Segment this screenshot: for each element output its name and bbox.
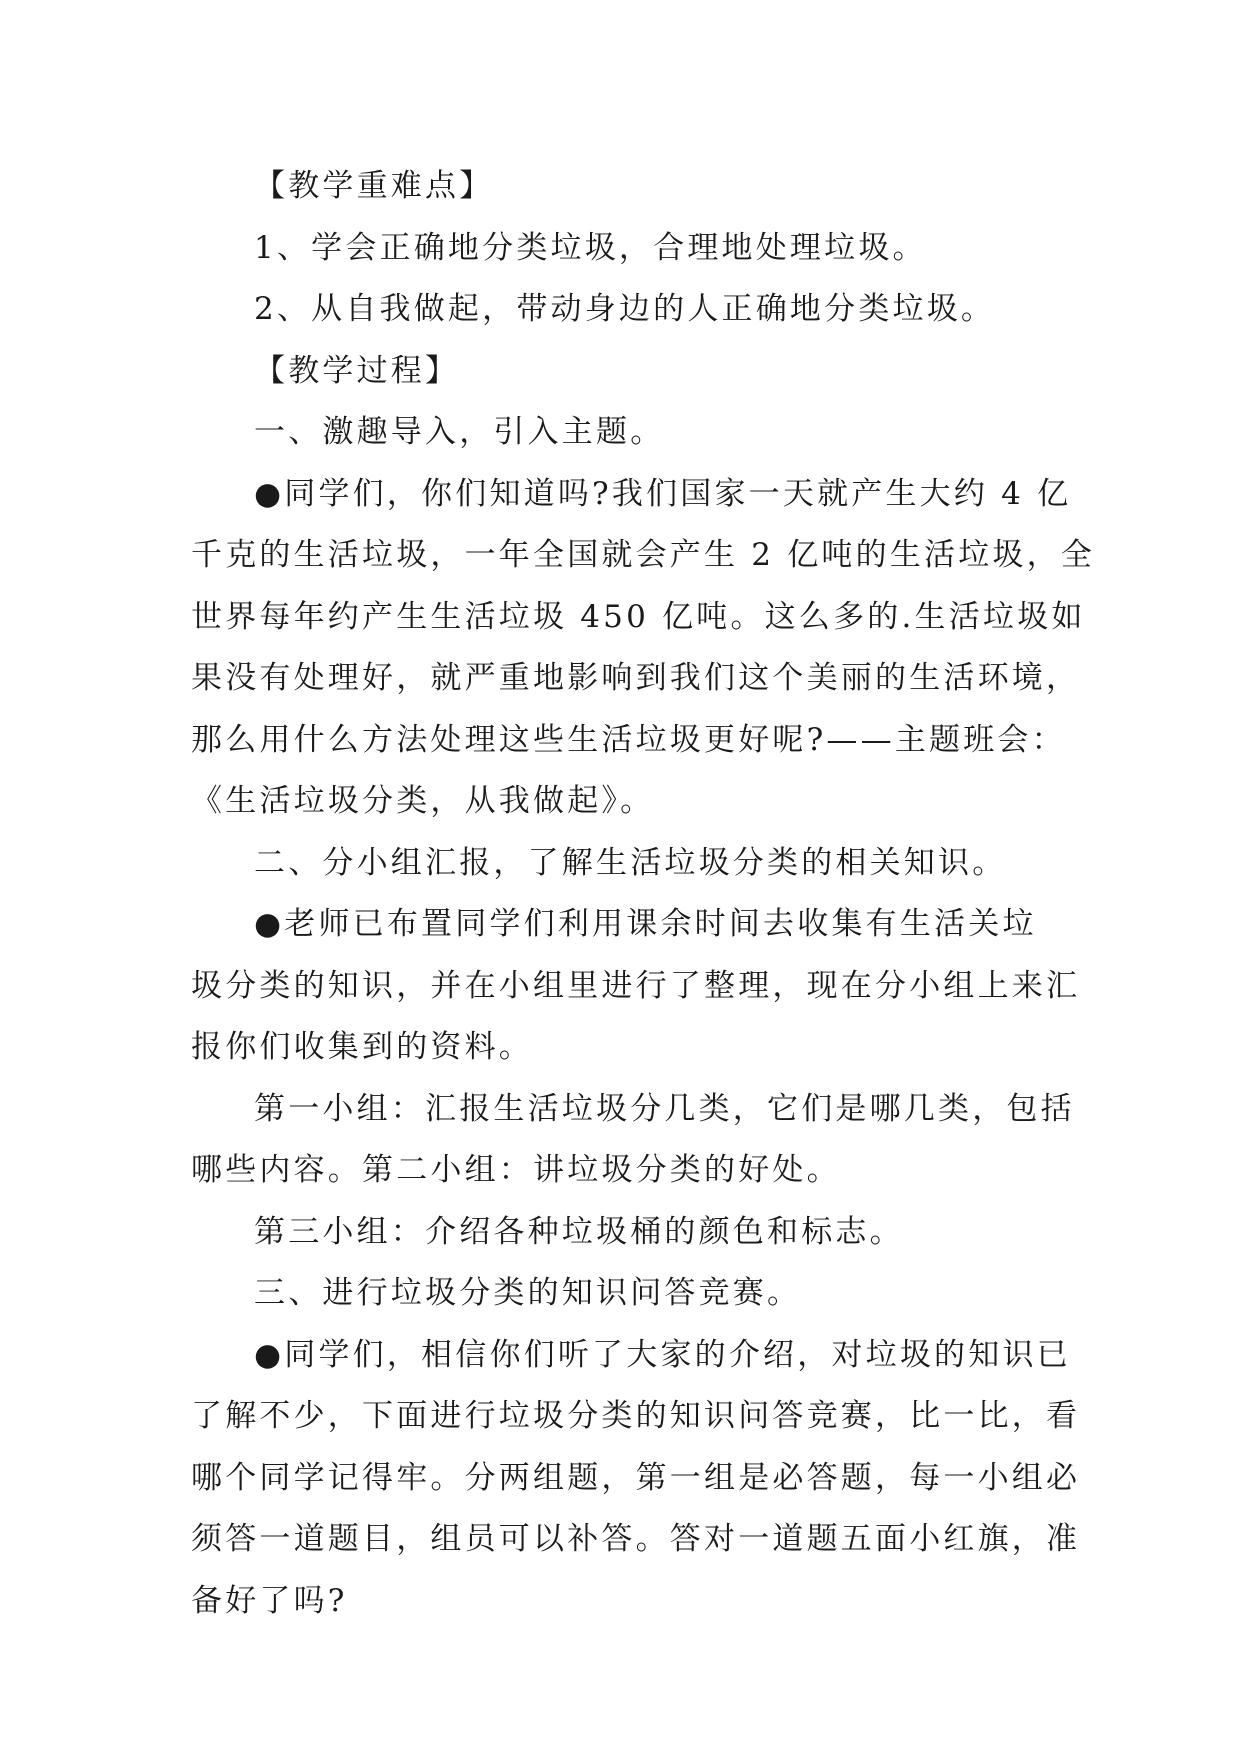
paragraph-line: 哪些内容。第二小组：讲垃圾分类的好处。 [191,1152,841,1188]
paragraph-line: 哪个同学记得牢。分两组题，第一组是必答题，每一小组必 [191,1459,1081,1496]
paragraph-line: ●同学们，你们知道吗?我们国家一天就产生大约 4 亿 [254,475,1072,512]
paragraph-line: 备好了吗? [191,1582,348,1619]
paragraph-line: ●老师已布置同学们利用课余时间去收集有生活关垃 [254,906,1037,942]
list-item: 1、学会正确地分类垃圾，合理地处理垃圾。 [254,229,927,266]
paragraph-line: 了解不少，下面进行垃圾分类的知识问答竞赛，比一比，看 [191,1398,1081,1434]
paragraph-line: 那么用什么方法处理这些生活垃圾更好呢?——主题班会： [191,721,1066,758]
paragraph-line: 千克的生活垃圾，一年全国就会产生 2 亿吨的生活垃圾，全 [191,537,1096,573]
paragraph-line: ●同学们，相信你们听了大家的介绍，对垃圾的知识已 [254,1336,1071,1373]
section-heading: 三、进行垃圾分类的知识问答竞赛。 [254,1275,802,1311]
list-item: 2、从自我做起，带动身边的人正确地分类垃圾。 [254,291,996,327]
heading-teaching-process: 【教学过程】 [254,352,460,389]
paragraph-line: 《生活垃圾分类，从我做起》。 [191,783,655,819]
paragraph-line: 圾分类的知识，并在小组里进行了整理，现在分小组上来汇 [191,967,1081,1004]
paragraph-line: 第三小组：介绍各种垃圾桶的颜色和标志。 [254,1213,904,1250]
paragraph-line: 世界每年约产生生活垃圾 450 亿吨。这么多的.生活垃圾如 [191,598,1086,635]
paragraph-line: 须答一道题目，组员可以补答。答对一道题五面小红旗，准 [191,1521,1081,1557]
document-body [191,156,1096,1632]
paragraph-line: 第一小组：汇报生活垃圾分几类，它们是哪几类，包括 [254,1090,1075,1127]
heading-teaching-key-points: 【教学重难点】 [254,168,494,204]
paragraph-line: 果没有处理好，就严重地影响到我们这个美丽的生活环境， [191,660,1081,696]
section-heading: 一、激趣导入，引入主题。 [254,414,665,450]
section-heading: 二、分小组汇报，了解生活垃圾分类的相关知识。 [254,844,1007,881]
paragraph-line: 报你们收集到的资料。 [191,1029,533,1065]
